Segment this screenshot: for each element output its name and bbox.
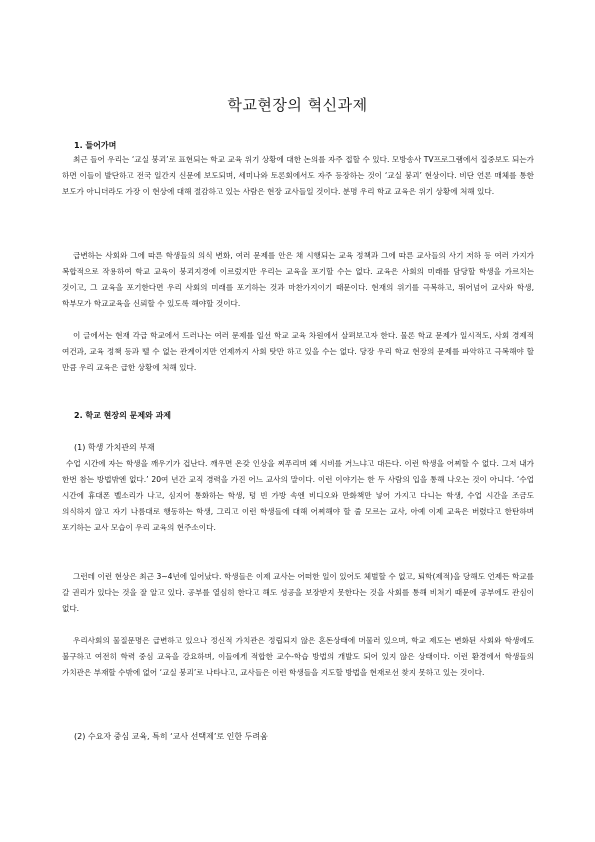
subsection-1-paragraph-1: 수업 시간에 자는 학생을 깨우기가 겁난다. 깨우면 온갖 인상을 찌푸리며 왜 시비를 거느냐고 대든다. 이런 학생을 어찌할 수 없다. 그저 내가 한번 참는 방법밖엔 없다.’ 20여 년간 교직 경력을 가진 어느 교사의 말이다. 이런 이야기는 한 두 사람의 입을 통해 나오는 것이 아니다. ‘수업 시간에 휴대폰 벨소리가 나고, 심지어 통화하는 학생, 텅 빈 가방 속엔 비디오와 만화책만 넣어 가지고 다니는 학생, 수업 시간을 조금도 의식하지 않고 자기 나름대로 행동하는 학생, 그리고 이런 학생들에 대해 어찌해야 할 줄 모르는 교사, 아예 이제 교육은 버렸다고 한탄하며 포기하는 교사 모습이 우리 교육의 현주소이다. [62, 459, 534, 533]
section-1-paragraph-2: 급변하는 사회와 그에 따른 학생들의 의식 변화, 여러 문제를 안은 채 시행되는 교육 정책과 그에 따른 교사들의 사기 저하 등 여러 가지가 복합적으로 작용하여 학교 교육이 붕괴지경에 이르렀지만 우리는 교육을 포기할 수는 없다. 교육은 사회의 미래를 담당할 학생을 가르치는 것이고, 그 교육을 포기한다면 우리 사회의 미래를 포기하는 것과 마찬가지이기 때문이다. 현재의 위기를 극복하고, 뛰어넘어 교사와 학생, 학부모가 학교교육을 신뢰할 수 있도록 해야할 것이다. [62, 251, 534, 309]
section-1-heading: 1. 들어가며 [74, 141, 117, 150]
section-1-paragraph-1: 최근 들어 우리는 ‘교실 붕괴’로 표현되는 학교 교육 위기 상황에 대한 논의를 자주 접할 수 있다. 모방송사 TV프로그램에서 집중보도 되는가 하면 이들이 발단하고 전국 일간지 신문에 보도되며, 세미나와 토론회에서도 자주 등장하는 것이 ‘교실 붕괴’ 현상이다. 비단 언론 매체를 통한 보도가 아니더라도 가장 이 현상에 대해 절감하고 있는 사람은 현장 교사들일 것이다. 분명 우리 학교 교육은 위기 상황에 처해 있다. [62, 155, 534, 197]
subsection-1-heading: (1) 학생 가치관의 부재 [74, 443, 155, 452]
document-title: 학교현장의 혁신과제 [227, 96, 368, 114]
subsection-1-paragraph-2: 그런데 이런 현상은 최근 3~4년에 일어났다. 학생들은 이제 교사는 어떠한 일이 있어도 체벌할 수 없고, 퇴학(제적)을 당해도 언제든 학교를 갈 권리가 있다는 것을 잘 알고 있다. 공부를 열심히 한다고 해도 성공을 보장받지 못한다는 것을 사회를 통해 비쳐기 때문에 공부에도 관심이 없다. [62, 572, 534, 614]
section-1-paragraph-3: 이 글에서는 현재 각급 학교에서 드러나는 여러 문제를 일선 학교 교육 차원에서 살펴보고자 한다. 물론 학교 문제가 일시적도, 사회 경제적 여건과, 교육 정책 등과 뗄 수 없는 관계이지만 언제까지 사회 탓만 하고 있을 수는 없다. 당장 우리 학교 현장의 문제를 파악하고 극복해야 할 만큼 우리 교육은 급한 상황에 처해 있다. [62, 331, 534, 373]
section-2-heading: 2. 학교 현장의 문제와 과제 [74, 411, 172, 420]
subsection-2-heading: (2) 수요자 중심 교육, 특히 ‘교사 선택제’로 인한 두려움 [74, 732, 268, 741]
subsection-1-paragraph-3: 우리사회의 물질문명은 급변하고 있으나 정신적 가치관은 정립되지 않은 혼돈상태에 머물러 있으며, 학교 제도는 변화된 사회와 학생에도 불구하고 여전히 학력 중심 교육을 강요하며, 이들에게 적합한 교수-학습 방법의 개발도 되어 있지 않은 상태이다. 이런 환경에서 학생들의 가치관은 부재할 수밖에 없어 ‘교실 붕괴’로 나타나고, 교사들은 이런 학생들을 지도할 방법을 현재로선 찾지 못하고 있는 것이다. [62, 636, 534, 678]
